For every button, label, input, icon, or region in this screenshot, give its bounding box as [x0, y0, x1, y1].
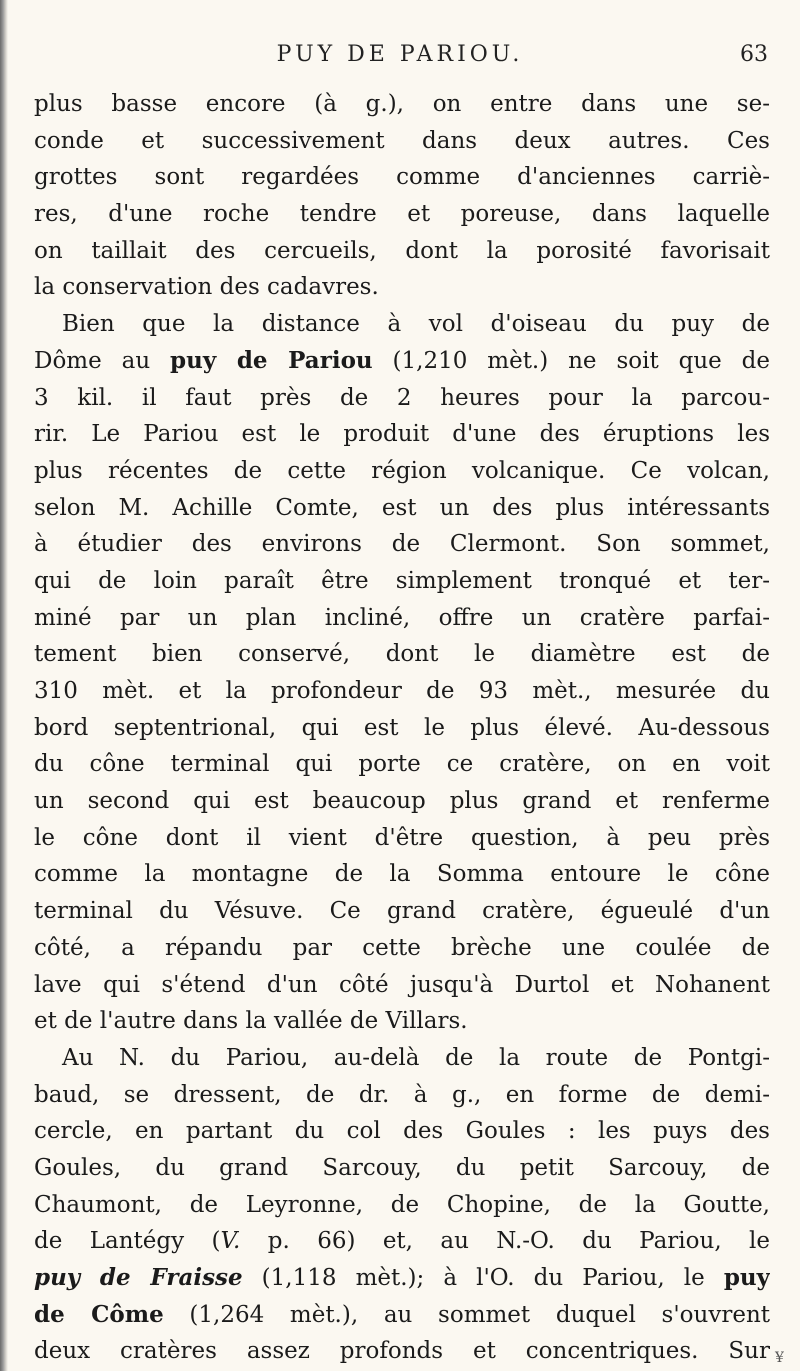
text-line	[34, 1260, 770, 1297]
text-line: Bien que la distance à vol d'oiseau du puy de	[62, 311, 770, 338]
text-line: plus basse encore (à g.), on entre dans une se-	[34, 91, 770, 117]
text-line: le cône dont il vient d'être question, à peu près	[34, 824, 770, 851]
text-line: res, d'une roche tendre et poreuse, dans laquelle	[34, 201, 770, 228]
place-name-bold: puy	[723, 1264, 770, 1291]
text-line	[34, 343, 770, 380]
text-span: (1,210 mèt.) ne soit que de	[372, 347, 770, 374]
text-span: p. 66) et, au N.-O. du Pariou, le	[240, 1228, 770, 1255]
text-line: Au N. du Pariou, au-delà de la route de Pontgi-	[62, 1044, 770, 1071]
text-line: qui de loin paraît être simplement tronqué et ter-	[34, 567, 770, 594]
reference-italic: V.	[220, 1228, 241, 1255]
text-line: deux cratères assez profonds et concentriques. Sur	[34, 1338, 770, 1365]
text-line	[34, 1297, 770, 1334]
text-line: lave qui s'étend d'un côté jusqu'à Durtol et Nohanent	[34, 971, 770, 998]
text-line: cercle, en partant du col des Goules : les puys des	[34, 1118, 770, 1145]
place-name-bold: puy de Pariou	[170, 346, 373, 374]
text-span: Dôme au	[34, 347, 171, 374]
printer-mark: ¥	[775, 1350, 784, 1366]
text-line: à étudier des environs de Clermont. Son sommet,	[34, 531, 770, 558]
text-line: Goules, du grand Sarcouy, du petit Sarcouy, de	[34, 1154, 770, 1181]
place-name-bold: de Côme	[34, 1300, 164, 1328]
text-line: baud, se dressent, de dr. à g., en forme de demi-	[34, 1081, 770, 1108]
text-span: de Lantégy (	[34, 1228, 221, 1255]
page-header	[0, 34, 800, 74]
text-line: conde et successivement dans deux autres. Ces	[34, 127, 770, 154]
text-line: un second qui est beaucoup plus grand et renferme	[34, 788, 770, 815]
text-line: grottes sont regardées comme d'anciennes carriè-	[34, 164, 770, 191]
running-title: PUY DE PARIOU.	[276, 42, 524, 67]
text-line: plus récentes de cette région volcanique. Ce volcan,	[34, 457, 770, 484]
text-line: rir. Le Pariou est le produit d'une des éruptions les	[34, 421, 770, 448]
text-line: du cône terminal qui porte ce cratère, on en voit	[34, 751, 770, 778]
text-span: (1,264 mèt.), au sommet duquel s'ouvrent	[163, 1301, 770, 1328]
text-line: Chaumont, de Leyronne, de Chopine, de la Goutte,	[34, 1191, 770, 1218]
text-line: on taillait des cercueils, dont la porosité favorisait	[34, 237, 770, 264]
place-name-italic: puy de Fraisse	[34, 1264, 243, 1291]
text-line: côté, a répandu par cette brèche une coulée de	[34, 934, 770, 961]
page-number: 63	[740, 42, 768, 67]
text-line: la conservation des cadavres.	[34, 274, 379, 301]
text-line: terminal du Vésuve. Ce grand cratère, égueulé d'un	[34, 898, 770, 925]
text-line: bord septentrional, qui est le plus élevé. Au-dessous	[34, 714, 770, 741]
text-line: 3 kil. il faut près de 2 heures pour la parcou-	[34, 384, 770, 411]
text-line: tement bien conservé, dont le diamètre est de	[34, 641, 770, 668]
text-span: (1,118 mèt.); à l'O. du Pariou, le	[242, 1265, 724, 1291]
text-line: 310 mèt. et la profondeur de 93 mèt., mesurée du	[34, 678, 770, 704]
page-edge-shadow	[0, 0, 8, 1371]
text-line: selon M. Achille Comte, est un des plus intéressants	[34, 494, 770, 521]
text-line: et de l'autre dans la vallée de Villars.	[34, 1008, 468, 1035]
body-text	[34, 86, 770, 1370]
text-line: comme la montagne de la Somma entoure le cône	[34, 861, 770, 888]
text-line	[34, 1223, 770, 1260]
text-line: miné par un plan incliné, offre un cratère parfai-	[34, 604, 770, 631]
